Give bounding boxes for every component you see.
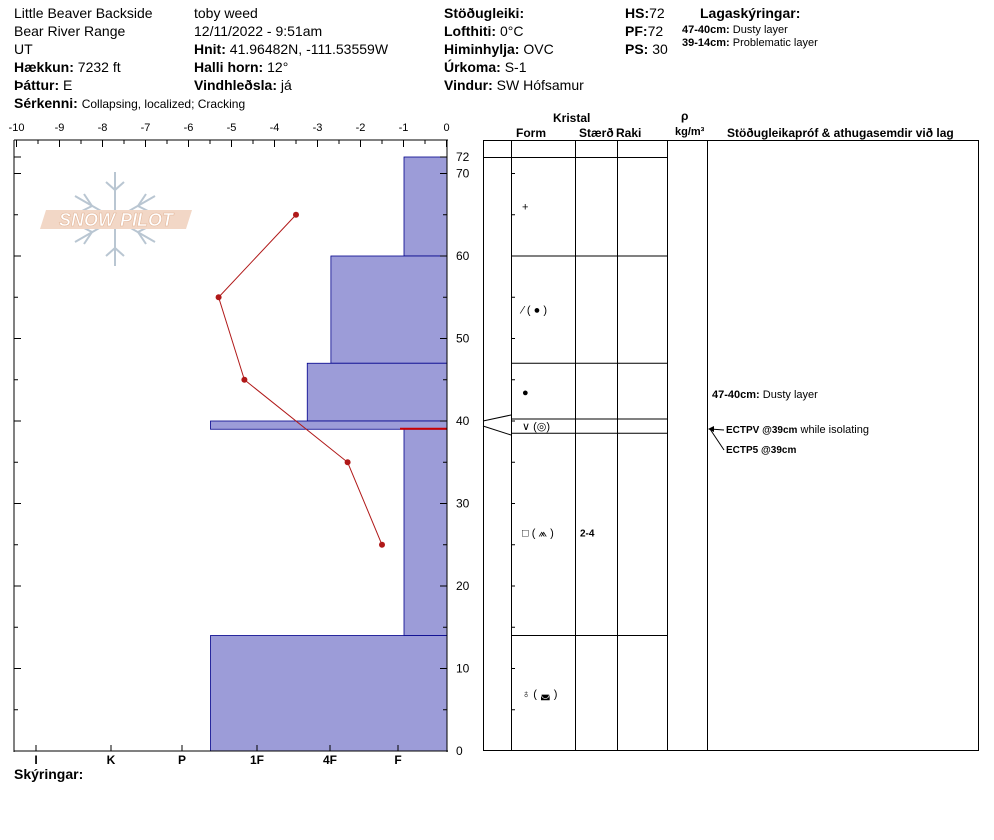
- col-crystal: Kristal: [553, 111, 591, 125]
- x-top-tick-label: -10: [8, 122, 25, 134]
- aspect-field: Þáttur: E: [14, 77, 73, 93]
- slope-field: Halli horn: 12°: [194, 59, 289, 75]
- col-rho: ρ: [681, 109, 689, 123]
- hardness-bar: [404, 429, 447, 635]
- hardness-bar: [331, 256, 447, 363]
- hardness-bar: [404, 157, 447, 256]
- col-size: Stærð: [579, 126, 614, 140]
- hardness-bar: [307, 363, 447, 421]
- elevation-field: Hækkun: 7232 ft: [14, 59, 121, 75]
- x-top-tick-label: -3: [312, 122, 323, 134]
- col-density-unit: kg/m³: [675, 126, 705, 138]
- hardness-bar: [211, 636, 448, 752]
- boundary-connector: [483, 426, 511, 435]
- stability-test: [726, 445, 796, 456]
- x-top-tick-label: -8: [97, 122, 108, 134]
- observation-datetime: 12/11/2022 - 9:51am: [194, 23, 323, 39]
- ps-field: PS: 30: [625, 41, 668, 57]
- stability-test-code: ECTPV @39cm: [726, 425, 798, 436]
- temperature-point: [216, 294, 222, 300]
- x-top-tick-label: -9: [54, 122, 65, 134]
- wind-loading-field: Vindhleðsla: já: [194, 77, 292, 93]
- x-top-tick-label: -2: [355, 122, 366, 134]
- y-tick-label: 70: [456, 166, 470, 181]
- temperature-point: [241, 377, 247, 383]
- pf-field: PF:72: [625, 23, 664, 39]
- y-tick-label: 20: [456, 579, 470, 593]
- layer-comment-range: 47-40cm:: [712, 389, 763, 401]
- temperature-point: [293, 212, 299, 218]
- col-form: Form: [516, 126, 546, 140]
- grain-size: 2-4: [580, 528, 595, 540]
- precip-field: Úrkoma: S-1: [444, 59, 527, 75]
- y-tick-label: 50: [456, 331, 470, 346]
- hardness-tick-label: K: [106, 753, 116, 767]
- observer-name: toby weed: [194, 5, 258, 21]
- y-tick-label: 10: [456, 661, 470, 676]
- hardness-tick-label: 1F: [249, 753, 265, 767]
- state-name: UT: [14, 41, 33, 57]
- layer-note: 39-14cm: Problematic layer: [682, 37, 818, 49]
- layer-comment: [712, 389, 818, 401]
- hardness-tick-label: P: [177, 753, 187, 767]
- boundary-connector: [483, 415, 511, 421]
- logo-text: SNOW PILOT: [59, 210, 173, 230]
- range-name: Bear River Range: [14, 23, 126, 39]
- features-field: Sérkenni: Collapsing, localized; Cracking: [14, 95, 246, 111]
- x-top-tick-label: 0: [443, 122, 450, 134]
- x-top-tick-label: -4: [269, 122, 280, 134]
- x-top-tick-label: -7: [140, 122, 151, 134]
- y-tick-label: 60: [456, 249, 470, 263]
- stability-test-code: ECTP5 @39cm: [726, 445, 797, 456]
- temperature-point: [379, 542, 385, 548]
- test-leader-line: [710, 429, 724, 450]
- hardness-tick-label: F: [394, 753, 402, 767]
- layer-notes-title: Lagaskýringar:: [700, 5, 801, 21]
- stability-test: [726, 424, 869, 436]
- grain-form-symbol: ⁄ ( ● ): [522, 304, 547, 317]
- col-tests: Stöðugleikapróf & athugasemdir við lag: [727, 126, 954, 140]
- col-moisture: Raki: [616, 126, 642, 140]
- layer-note: 47-40cm: Dusty layer: [682, 24, 788, 36]
- footer-notes-label: Skýringar:: [14, 766, 84, 782]
- layer-comment-text: Dusty layer: [762, 389, 818, 401]
- wind-field: Vindur: SW Hófsamur: [444, 77, 584, 93]
- hs-field: HS:72: [625, 5, 665, 21]
- grain-form-symbol: □ ( ⩕ ): [522, 527, 554, 540]
- y-tick-label: 0: [456, 744, 463, 758]
- location-name: Little Beaver Backside: [14, 5, 153, 21]
- temperature-point: [345, 459, 351, 465]
- x-top-tick-label: -1: [398, 122, 409, 134]
- stability-field: Stöðugleiki:: [444, 5, 525, 21]
- hardness-tick-label: I: [34, 753, 38, 767]
- stability-test-note: while isolating: [797, 424, 869, 436]
- snowpilot-logo: [40, 172, 192, 266]
- hardness-tick-label: 4F: [322, 753, 338, 767]
- grain-form-symbol: +: [522, 201, 529, 214]
- y-tick-label: 72: [456, 150, 470, 164]
- sky-field: Himinhylja: OVC: [444, 41, 554, 57]
- grain-form-symbol: ∨ (◎): [522, 421, 551, 433]
- y-tick-label: 30: [456, 496, 470, 511]
- grain-form-symbol: ♁ ( ◛ ): [522, 688, 558, 701]
- coords-field: Hnit: 41.96482N, -111.53559W: [194, 41, 389, 57]
- air-temp-field: Lofthiti: 0°C: [444, 23, 524, 39]
- grain-form-symbol: ●: [522, 387, 529, 400]
- x-top-tick-label: -5: [226, 122, 237, 134]
- y-tick-label: 40: [456, 414, 470, 428]
- x-top-tick-label: -6: [183, 122, 194, 134]
